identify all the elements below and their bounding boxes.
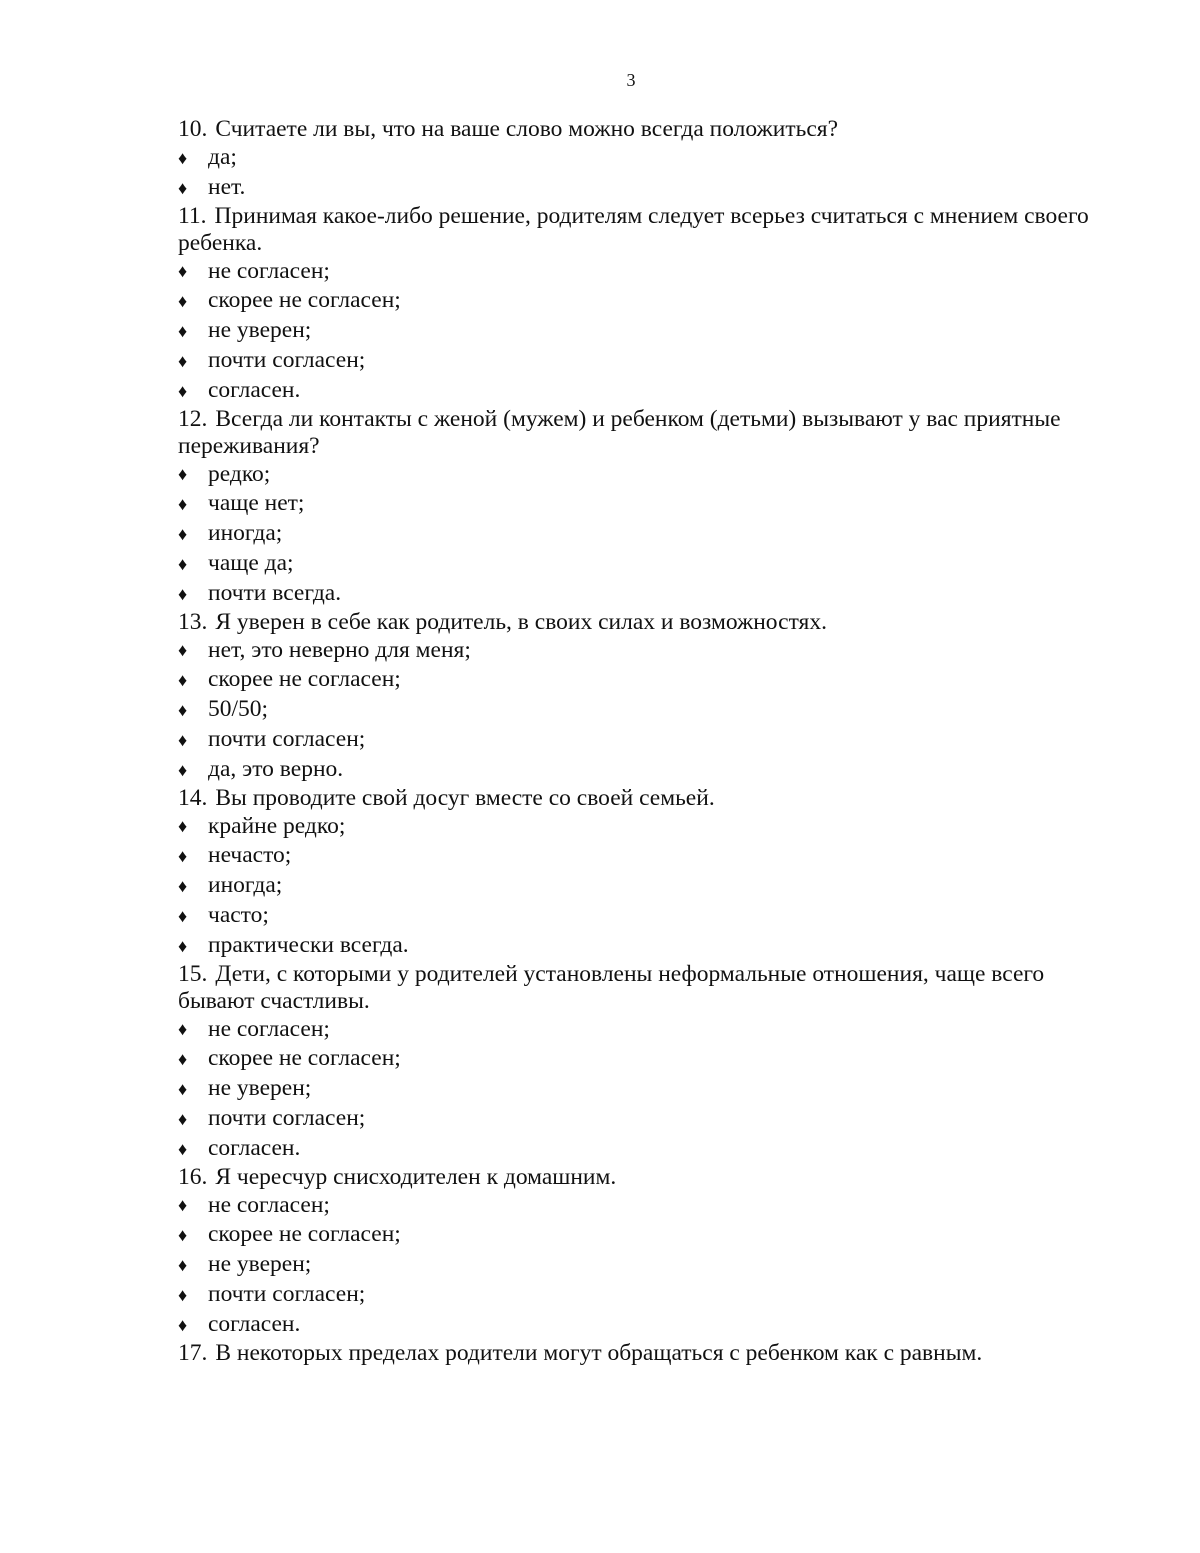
diamond-bullet-icon: ♦ — [178, 350, 188, 371]
answer-option — [178, 1104, 1108, 1134]
question-text — [178, 203, 1108, 257]
question-text — [178, 609, 1108, 636]
answer-option-label: нет, это неверно для меня; — [208, 636, 471, 663]
answer-option — [178, 1310, 1108, 1340]
page-number: 3 — [626, 70, 636, 90]
question-number: 14. — [178, 784, 208, 811]
answer-option-label: почти согласен; — [208, 725, 366, 752]
answer-option-label: не уверен; — [208, 317, 312, 344]
diamond-bullet-icon: ♦ — [178, 1284, 188, 1305]
answer-option-label: скорее не согласен; — [208, 287, 401, 314]
diamond-bullet-icon: ♦ — [178, 321, 188, 342]
question-label: Вы проводите свой досуг вместе со своей семьей. — [215, 784, 715, 811]
answer-option-label: чаще нет; — [208, 490, 305, 517]
answer-option — [178, 665, 1108, 695]
diamond-bullet-icon: ♦ — [178, 759, 188, 780]
answer-option — [178, 871, 1108, 901]
answer-option — [178, 1044, 1108, 1074]
diamond-bullet-icon: ♦ — [178, 147, 188, 168]
answer-option-label: не уверен; — [208, 1075, 312, 1102]
question-15 — [178, 961, 1108, 1164]
answer-option-label: почти согласен; — [208, 1280, 366, 1307]
question-text — [178, 1340, 1108, 1367]
question-label: Дети, с которыми у родителей установлены неформальные отношения, чаще всего бывают счастливы. — [178, 960, 1045, 1014]
answer-option — [178, 489, 1108, 519]
answer-option — [178, 460, 1108, 490]
diamond-bullet-icon: ♦ — [178, 816, 188, 837]
answer-option-label: чаще да; — [208, 549, 294, 576]
answer-option-label: часто; — [208, 901, 269, 928]
question-text — [178, 961, 1108, 1015]
diamond-bullet-icon: ♦ — [178, 380, 188, 401]
answer-option — [178, 1074, 1108, 1104]
question-label: Принимая какое-либо решение, родителям следует всерьез считаться с мнением своего ребенка. — [178, 202, 1089, 256]
answer-option — [178, 316, 1108, 346]
question-label: Я чересчур снисходителен к домашним. — [215, 1163, 617, 1190]
answer-option — [178, 636, 1108, 666]
answer-option-label: скорее не согласен; — [208, 666, 401, 693]
answer-option-label: согласен. — [208, 376, 301, 403]
answer-option-label: не уверен; — [208, 1251, 312, 1278]
diamond-bullet-icon: ♦ — [178, 291, 188, 312]
answer-option — [178, 812, 1108, 842]
answer-option — [178, 1250, 1108, 1280]
diamond-bullet-icon: ♦ — [178, 1138, 188, 1159]
answer-option-label: не согласен; — [208, 1015, 330, 1042]
diamond-bullet-icon: ♦ — [178, 670, 188, 691]
answer-option — [178, 1015, 1108, 1045]
diamond-bullet-icon: ♦ — [178, 700, 188, 721]
answer-option-label: почти согласен; — [208, 1104, 366, 1131]
answer-option — [178, 143, 1108, 173]
diamond-bullet-icon: ♦ — [178, 1195, 188, 1216]
answer-option — [178, 1280, 1108, 1310]
answer-option-label: да; — [208, 144, 237, 170]
question-text — [178, 116, 1108, 143]
question-label: Всегда ли контакты с женой (мужем) и ребенком (детьми) вызывают у вас приятные переживания? — [178, 405, 1061, 459]
answer-options — [178, 636, 1108, 785]
question-16 — [178, 1164, 1108, 1340]
answer-option — [178, 725, 1108, 755]
question-text — [178, 1164, 1108, 1191]
answer-option-label: нет. — [208, 173, 246, 200]
answer-option-label: скорее не согласен; — [208, 1045, 401, 1072]
question-text — [178, 785, 1108, 812]
answer-option — [178, 695, 1108, 725]
answer-option-label: практически всегда. — [208, 931, 409, 958]
diamond-bullet-icon: ♦ — [178, 494, 188, 515]
answer-options — [178, 143, 1108, 203]
diamond-bullet-icon: ♦ — [178, 464, 188, 485]
question-12 — [178, 406, 1108, 609]
answer-option-label: почти всегда. — [208, 579, 342, 606]
answer-option-label: почти согласен; — [208, 346, 366, 373]
diamond-bullet-icon: ♦ — [178, 1314, 188, 1335]
answer-option-label: крайне редко; — [208, 812, 346, 839]
answer-option — [178, 1220, 1108, 1250]
question-number: 12. — [178, 405, 208, 432]
answer-option — [178, 901, 1108, 931]
answer-option-label: да, это верно. — [208, 755, 344, 782]
answer-option-label: 50/50; — [208, 696, 269, 723]
answer-option — [178, 376, 1108, 406]
diamond-bullet-icon: ♦ — [178, 1049, 188, 1070]
question-13 — [178, 609, 1108, 785]
question-number: 10. — [178, 116, 208, 142]
question-label: Считаете ли вы, что на ваше слово можно всегда положиться? — [215, 116, 838, 142]
diamond-bullet-icon: ♦ — [178, 261, 188, 282]
answer-option — [178, 755, 1108, 785]
answer-options — [178, 1191, 1108, 1340]
answer-options — [178, 257, 1108, 406]
answer-option — [178, 257, 1108, 287]
answer-option — [178, 173, 1108, 203]
question-14 — [178, 785, 1108, 961]
question-text — [178, 406, 1108, 460]
diamond-bullet-icon: ♦ — [178, 1019, 188, 1040]
answer-option-label: скорее не согласен; — [208, 1221, 401, 1248]
answer-option — [178, 1191, 1108, 1221]
questionnaire — [178, 116, 1108, 1367]
diamond-bullet-icon: ♦ — [178, 905, 188, 926]
answer-option — [178, 549, 1108, 579]
diamond-bullet-icon: ♦ — [178, 1255, 188, 1275]
answer-option — [178, 286, 1108, 316]
answer-option — [178, 931, 1108, 961]
question-number: 15. — [178, 960, 208, 987]
answer-option-label: редко; — [208, 460, 271, 487]
question-number: 16. — [178, 1163, 208, 1190]
diamond-bullet-icon: ♦ — [178, 1108, 188, 1129]
diamond-bullet-icon: ♦ — [178, 729, 188, 750]
diamond-bullet-icon: ♦ — [178, 876, 188, 897]
answer-option-label: согласен. — [208, 1310, 301, 1337]
question-10 — [178, 116, 1108, 203]
answer-option — [178, 1134, 1108, 1164]
answer-option-label: не согласен; — [208, 257, 330, 284]
question-number: 13. — [178, 608, 208, 635]
diamond-bullet-icon: ♦ — [178, 177, 188, 198]
diamond-bullet-icon: ♦ — [178, 640, 188, 661]
question-number: 11. — [178, 202, 207, 229]
diamond-bullet-icon: ♦ — [178, 524, 188, 545]
diamond-bullet-icon: ♦ — [178, 1225, 188, 1246]
answer-option — [178, 579, 1108, 609]
diamond-bullet-icon: ♦ — [178, 935, 188, 956]
answer-option — [178, 841, 1108, 871]
question-17 — [178, 1340, 1108, 1367]
question-label: Я уверен в себе как родитель, в своих силах и возможностях. — [215, 608, 827, 635]
diamond-bullet-icon: ♦ — [178, 553, 188, 574]
answer-option-label: нечасто; — [208, 842, 292, 869]
answer-option-label: иногда; — [208, 520, 283, 547]
diamond-bullet-icon: ♦ — [178, 846, 188, 867]
answer-option-label: иногда; — [208, 872, 283, 899]
diamond-bullet-icon: ♦ — [178, 1079, 188, 1100]
answer-option — [178, 346, 1108, 376]
answer-options — [178, 460, 1108, 609]
answer-option-label: не согласен; — [208, 1191, 330, 1218]
answer-options — [178, 1015, 1108, 1164]
question-number: 17. — [178, 1339, 208, 1366]
answer-option-label: согласен. — [208, 1134, 301, 1161]
answer-option — [178, 519, 1108, 549]
answer-options — [178, 812, 1108, 961]
diamond-bullet-icon: ♦ — [178, 583, 188, 604]
question-11 — [178, 203, 1108, 406]
question-label: В некоторых пределах родители могут обращаться с ребенком как с равным. — [215, 1339, 983, 1366]
